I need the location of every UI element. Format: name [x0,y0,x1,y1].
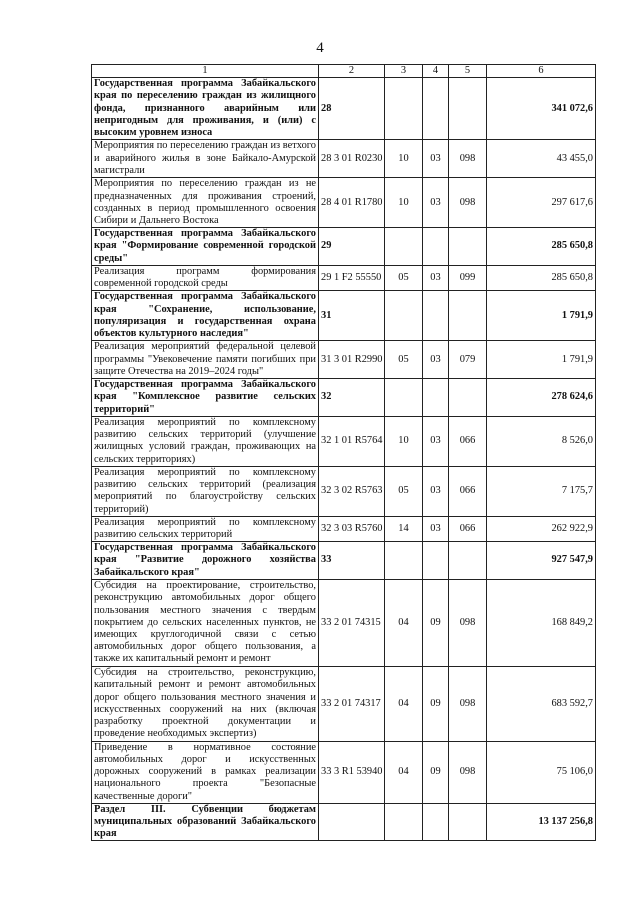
row-expense-type-cell: 066 [449,416,487,466]
row-expense-type-cell [449,228,487,266]
table-row [92,466,596,516]
table-row [92,78,596,140]
row-code-cell: 33 2 01 74317 [319,666,385,741]
row-expense-type-cell: 098 [449,579,487,666]
row-code-cell: 33 3 R1 53940 [319,741,385,803]
table-row [92,291,596,341]
row-section-cell [385,291,423,341]
row-amount-cell: 285 650,8 [487,228,596,266]
column-header: 6 [487,65,596,78]
row-code-cell: 33 2 01 74315 [319,579,385,666]
row-expense-type-cell [449,78,487,140]
row-subsection-cell [423,291,449,341]
row-expense-type-cell: 099 [449,265,487,290]
row-name-cell: Приведение в нормативное состояние автомобильных дорог и искусственных дорожных сооружений в рамках реализации национального проекта "Безопасные качественные дороги" [92,741,319,803]
row-name-cell: Мероприятия по переселению граждан из ветхого и аварийного жилья в зоне Байкало-Амурской магистрали [92,140,319,178]
row-amount-cell: 927 547,9 [487,542,596,580]
row-code-cell: 29 [319,228,385,266]
row-section-cell: 10 [385,178,423,228]
row-amount-cell: 13 137 256,8 [487,803,596,841]
row-amount-cell: 7 175,7 [487,466,596,516]
budget-table [91,64,596,841]
row-section-cell [385,228,423,266]
row-code-cell: 32 1 01 R5764 [319,416,385,466]
row-subsection-cell: 03 [423,416,449,466]
page-number: 4 [316,40,324,56]
row-expense-type-cell: 098 [449,741,487,803]
table-row [92,341,596,379]
row-name-cell: Реализация мероприятий по комплексному развитию сельских территорий (реализация мероприятий по благоустройству сельских территорий) [92,466,319,516]
row-expense-type-cell [449,379,487,417]
row-name-cell: Реализация мероприятий федеральной целевой программы "Увековечение памяти погибших при защите Отечества на 2019–2024 годы" [92,341,319,379]
row-section-cell: 05 [385,265,423,290]
row-subsection-cell [423,803,449,841]
row-section-cell: 10 [385,140,423,178]
row-amount-cell: 297 617,6 [487,178,596,228]
row-section-cell: 04 [385,579,423,666]
row-section-cell [385,379,423,417]
row-expense-type-cell [449,803,487,841]
row-code-cell: 28 [319,78,385,140]
table-row [92,228,596,266]
row-expense-type-cell [449,542,487,580]
table-row [92,741,596,803]
row-code-cell: 28 4 01 R1780 [319,178,385,228]
row-expense-type-cell: 066 [449,466,487,516]
column-header: 5 [449,65,487,78]
row-section-cell: 05 [385,466,423,516]
row-amount-cell: 8 526,0 [487,416,596,466]
row-subsection-cell: 09 [423,666,449,741]
row-subsection-cell [423,228,449,266]
row-code-cell: 31 3 01 R2990 [319,341,385,379]
row-expense-type-cell: 098 [449,178,487,228]
table-header-row [92,65,596,78]
row-subsection-cell: 03 [423,341,449,379]
row-name-cell: Субсидия на строительство, реконструкцию, капитальный ремонт и ремонт автомобильных дорог общего пользования местного значения и искусственных сооружений на них (включая разработку проектной документации и проведение необходимых экспертиз) [92,666,319,741]
row-name-cell: Государственная программа Забайкальского края "Развитие дорожного хозяйства Забайкальского края" [92,542,319,580]
row-name-cell: Раздел III. Субвенции бюджетам муниципальных образований Забайкальского края [92,803,319,841]
row-amount-cell: 43 455,0 [487,140,596,178]
row-section-cell [385,78,423,140]
row-name-cell: Реализация мероприятий по комплексному развитию сельских территорий [92,516,319,541]
row-expense-type-cell: 079 [449,341,487,379]
row-name-cell: Государственная программа Забайкальского края по переселению граждан из жилищного фонда, признанного аварийным или непригодным для проживания, и (или) с высоким уровнем износа [92,78,319,140]
row-code-cell: 32 [319,379,385,417]
row-code-cell: 28 3 01 R0230 [319,140,385,178]
row-name-cell: Субсидия на проектирование, строительство, реконструкцию автомобильных дорог общего пользования местного значения с твердым покрытием до сельских населенных пунктов, не имеющих круглогодичной связи с сетью автомобильных дорог общего пользования, а также их капитальный ремонт и ремонт [92,579,319,666]
table-row [92,516,596,541]
row-code-cell: 32 3 03 R5760 [319,516,385,541]
column-header: 3 [385,65,423,78]
row-name-cell: Реализация программ формирования современной городской среды [92,265,319,290]
row-name-cell: Реализация мероприятий по комплексному развитию сельских территорий (улучшение жилищных условий граждан, проживающих на сельских территориях) [92,416,319,466]
row-subsection-cell [423,78,449,140]
row-name-cell: Мероприятия по переселению граждан из не предназначенных для проживания строений, созданных в период промышленного освоения Сибири и Дальнего Востока [92,178,319,228]
table-row [92,666,596,741]
row-name-cell: Государственная программа Забайкальского края "Формирование современной городской среды" [92,228,319,266]
row-subsection-cell: 03 [423,516,449,541]
table-row [92,416,596,466]
table-row [92,803,596,841]
table-row [92,178,596,228]
row-subsection-cell [423,542,449,580]
row-amount-cell: 168 849,2 [487,579,596,666]
row-amount-cell: 683 592,7 [487,666,596,741]
row-name-cell: Государственная программа Забайкальского края "Сохранение, использование, популяризация и государственная охрана объектов культурного наследия" [92,291,319,341]
row-section-cell: 05 [385,341,423,379]
table-row [92,379,596,417]
row-section-cell [385,803,423,841]
row-code-cell: 33 [319,542,385,580]
row-expense-type-cell: 098 [449,666,487,741]
row-name-cell: Государственная программа Забайкальского края "Комплексное развитие сельских территорий" [92,379,319,417]
row-section-cell: 14 [385,516,423,541]
row-subsection-cell: 03 [423,140,449,178]
row-section-cell: 04 [385,741,423,803]
row-code-cell: 32 3 02 R5763 [319,466,385,516]
row-amount-cell: 341 072,6 [487,78,596,140]
column-header: 1 [92,65,319,78]
row-amount-cell: 1 791,9 [487,341,596,379]
row-amount-cell: 1 791,9 [487,291,596,341]
row-subsection-cell: 03 [423,466,449,516]
row-subsection-cell [423,379,449,417]
row-amount-cell: 262 922,9 [487,516,596,541]
row-code-cell: 29 1 F2 55550 [319,265,385,290]
row-subsection-cell: 03 [423,265,449,290]
row-section-cell [385,542,423,580]
column-header: 2 [319,65,385,78]
row-amount-cell: 75 106,0 [487,741,596,803]
row-expense-type-cell: 066 [449,516,487,541]
row-section-cell: 04 [385,666,423,741]
table-row [92,140,596,178]
table-row [92,542,596,580]
row-code-cell [319,803,385,841]
table-row [92,265,596,290]
column-header: 4 [423,65,449,78]
row-code-cell: 31 [319,291,385,341]
row-expense-type-cell: 098 [449,140,487,178]
row-subsection-cell: 09 [423,741,449,803]
row-subsection-cell: 03 [423,178,449,228]
row-expense-type-cell [449,291,487,341]
row-section-cell: 10 [385,416,423,466]
row-subsection-cell: 09 [423,579,449,666]
table-row [92,579,596,666]
row-amount-cell: 278 624,6 [487,379,596,417]
row-amount-cell: 285 650,8 [487,265,596,290]
